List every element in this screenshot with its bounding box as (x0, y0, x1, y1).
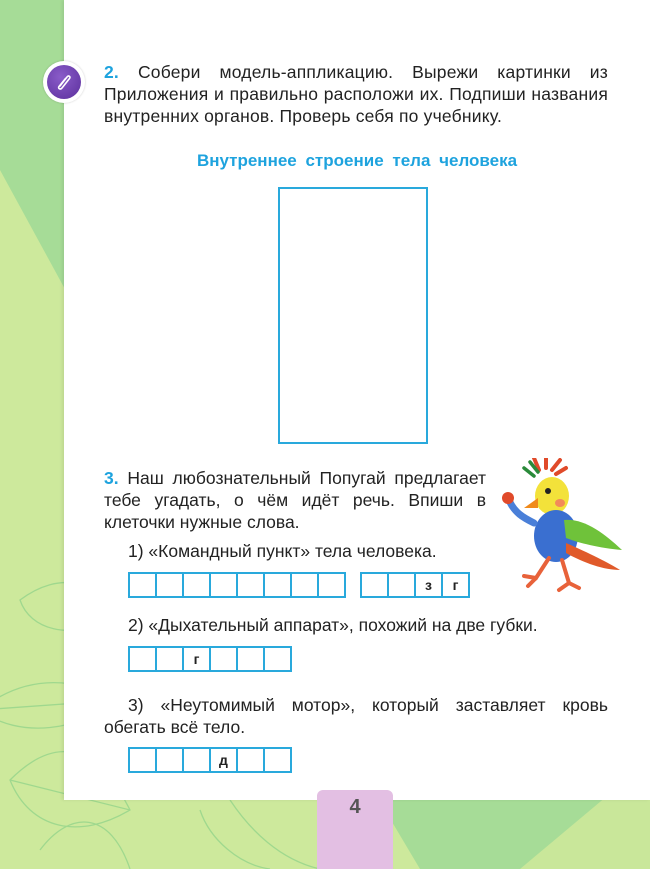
answer-2-cells[interactable] (128, 646, 292, 672)
answer-3-cells[interactable] (128, 747, 292, 773)
task-2-text: Собери модель-аппликацию. Вырежи картинки из Приложения и правильно расположи их. Подпиши названия внутренних органов. Проверь себя по учебнику. (104, 62, 609, 126)
letter-cell[interactable]: г (184, 648, 211, 670)
letter-cell[interactable] (130, 749, 157, 771)
task-2-instructions (104, 61, 608, 127)
answer-1-word-1-cells[interactable] (128, 572, 346, 598)
letter-cell[interactable] (319, 574, 344, 596)
letter-cell[interactable] (184, 749, 211, 771)
applique-frame[interactable] (278, 187, 428, 444)
letter-cell[interactable]: д (211, 749, 238, 771)
letter-cell[interactable] (130, 574, 157, 596)
letter-cell[interactable]: з (416, 574, 443, 596)
letter-cell[interactable] (389, 574, 416, 596)
letter-cell[interactable] (238, 749, 265, 771)
letter-cell[interactable] (130, 648, 157, 670)
parrot-illustration (494, 458, 624, 598)
page-number: 4 (317, 790, 393, 869)
question-2-text: 2) «Дыхательный аппарат», похожий на две губки. (128, 615, 538, 635)
letter-cell[interactable] (238, 648, 265, 670)
letter-cell[interactable]: г (452, 577, 459, 593)
task-3-number: 3. (104, 468, 119, 488)
paperclip-badge (43, 61, 85, 103)
letter-cell[interactable] (211, 574, 238, 596)
letter-cell[interactable] (211, 648, 238, 670)
answer-1-word-2-cells[interactable] (360, 572, 470, 598)
letter-cell[interactable] (157, 574, 184, 596)
letter-cell[interactable] (265, 574, 292, 596)
paperclip-icon (54, 72, 74, 92)
letter-cell[interactable] (362, 574, 389, 596)
letter-cell[interactable] (238, 574, 265, 596)
task-3-text: Наш любознательный Попугай предлагает тебе угадать, о чём идёт речь. Впиши в клеточки нужные слова. (104, 468, 486, 532)
question-1-text: 1) «Командный пункт» тела человека. (128, 541, 437, 561)
question-3-text: 3) «Неутомимый мотор», который заставляет кровь обегать всё тело. (104, 695, 608, 737)
letter-cell[interactable] (157, 648, 184, 670)
section-title: Внутреннее строение тела человека (196, 151, 518, 170)
letter-cell[interactable] (184, 574, 211, 596)
task-2-number: 2. (104, 62, 119, 82)
letter-cell[interactable] (292, 574, 319, 596)
letter-cell[interactable] (157, 749, 184, 771)
letter-cell[interactable] (265, 648, 290, 670)
letter-cell[interactable] (265, 749, 290, 771)
task-3-instructions (104, 467, 486, 533)
